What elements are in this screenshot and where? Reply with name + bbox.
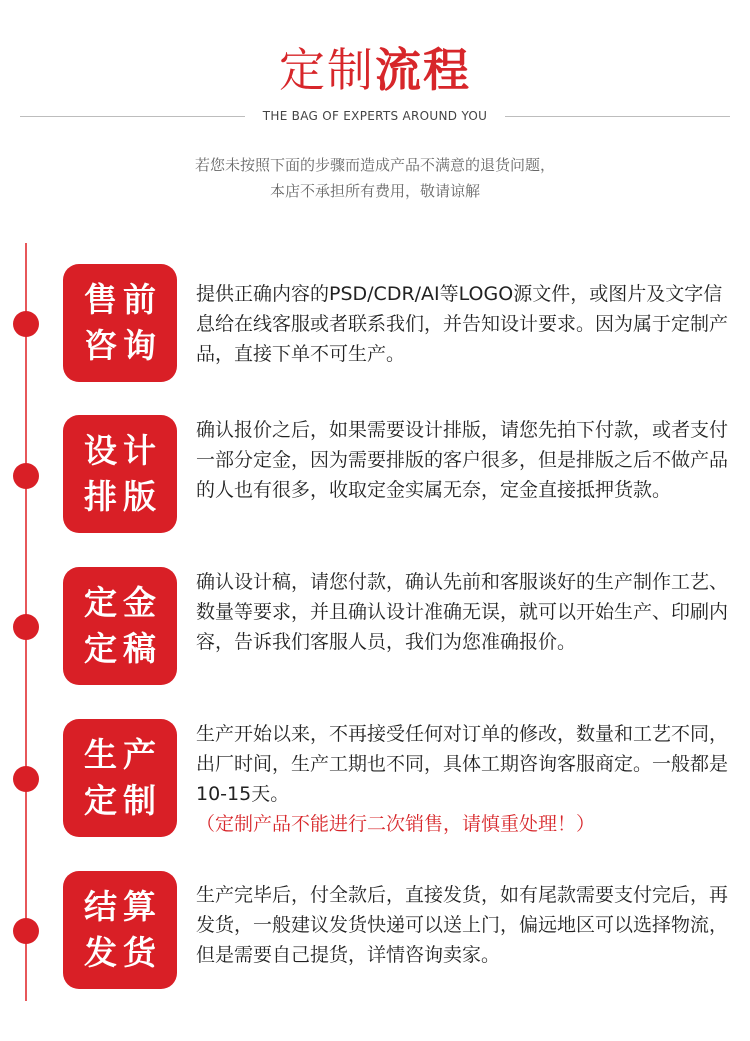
badge-line-2: 定稿 [84,629,162,668]
title-thin: 定制 [279,43,375,97]
divider-right [505,116,730,117]
badge-line-1: 售前 [84,280,162,319]
notice-line-1: 若您未按照下面的步骤而造成产品不满意的退货问题， [194,156,555,174]
step-badge-presale [63,264,177,382]
timeline-dot [13,614,39,640]
notice [0,152,750,204]
timeline-dot [13,311,39,337]
badge-line-2: 咨询 [84,326,162,365]
notice-line-2: 本店不承担所有费用，敬请谅解 [269,182,480,200]
step-desc-presale: 提供正确内容的PSD/CDR/AI等LOGO源文件，或图片及文字信息给在线客服或者联系我们，并告知设计要求。因为属于定制产品，直接下单不可生产。 [196,283,729,365]
badge-line-2: 排版 [84,477,162,516]
subtitle: THE BAG OF EXPERTS AROUND YOU [262,109,488,123]
title-bold: 流程 [375,43,471,97]
step-badge-production [63,719,177,837]
badge-line-2: 发货 [84,933,162,972]
step-badge-design [63,415,177,533]
badge-line-1: 定金 [84,583,162,622]
badge-line-1: 设计 [84,431,162,470]
step-desc-deposit: 确认设计稿，请您付款，确认先前和客服谈好的生产制作工艺、数量等要求，并且确认设计准确无误，就可以开始生产、印刷内容，告诉我们客服人员，我们为您准确报价。 [196,571,729,653]
timeline-dot [13,766,39,792]
step-badge-delivery [63,871,177,989]
divider-left [20,116,245,117]
step-badge-deposit [63,567,177,685]
badge-line-1: 结算 [84,887,162,926]
badge-line-2: 定制 [84,781,162,820]
step-desc-text: 生产开始以来，不再接受任何对订单的修改，数量和工艺不同，出厂时间，生产工期也不同，具体工期咨询客服商定。一般都是10-15天。 [196,723,729,805]
step-desc-production [196,719,728,839]
step-desc-design: 确认报价之后，如果需要设计排版，请您先拍下付款，或者支付一部分定金，因为需要排版的客户很多，但是排版之后不做产品的人也有很多，收取定金实属无奈，定金直接抵押货款。 [196,419,729,501]
badge-line-1: 生产 [84,735,162,774]
step-desc-delivery: 生产完毕后，付全款后，直接发货，如有尾款需要支付完后，再发货，一般建议发货快递可以送上门，偏远地区可以选择物流，但是需要自己提货，详情咨询卖家。 [196,884,729,966]
timeline-dot [13,918,39,944]
page-title [0,40,750,100]
warning-text: （定制产品不能进行二次销售，请慎重处理！） [196,813,596,835]
timeline-dot [13,463,39,489]
